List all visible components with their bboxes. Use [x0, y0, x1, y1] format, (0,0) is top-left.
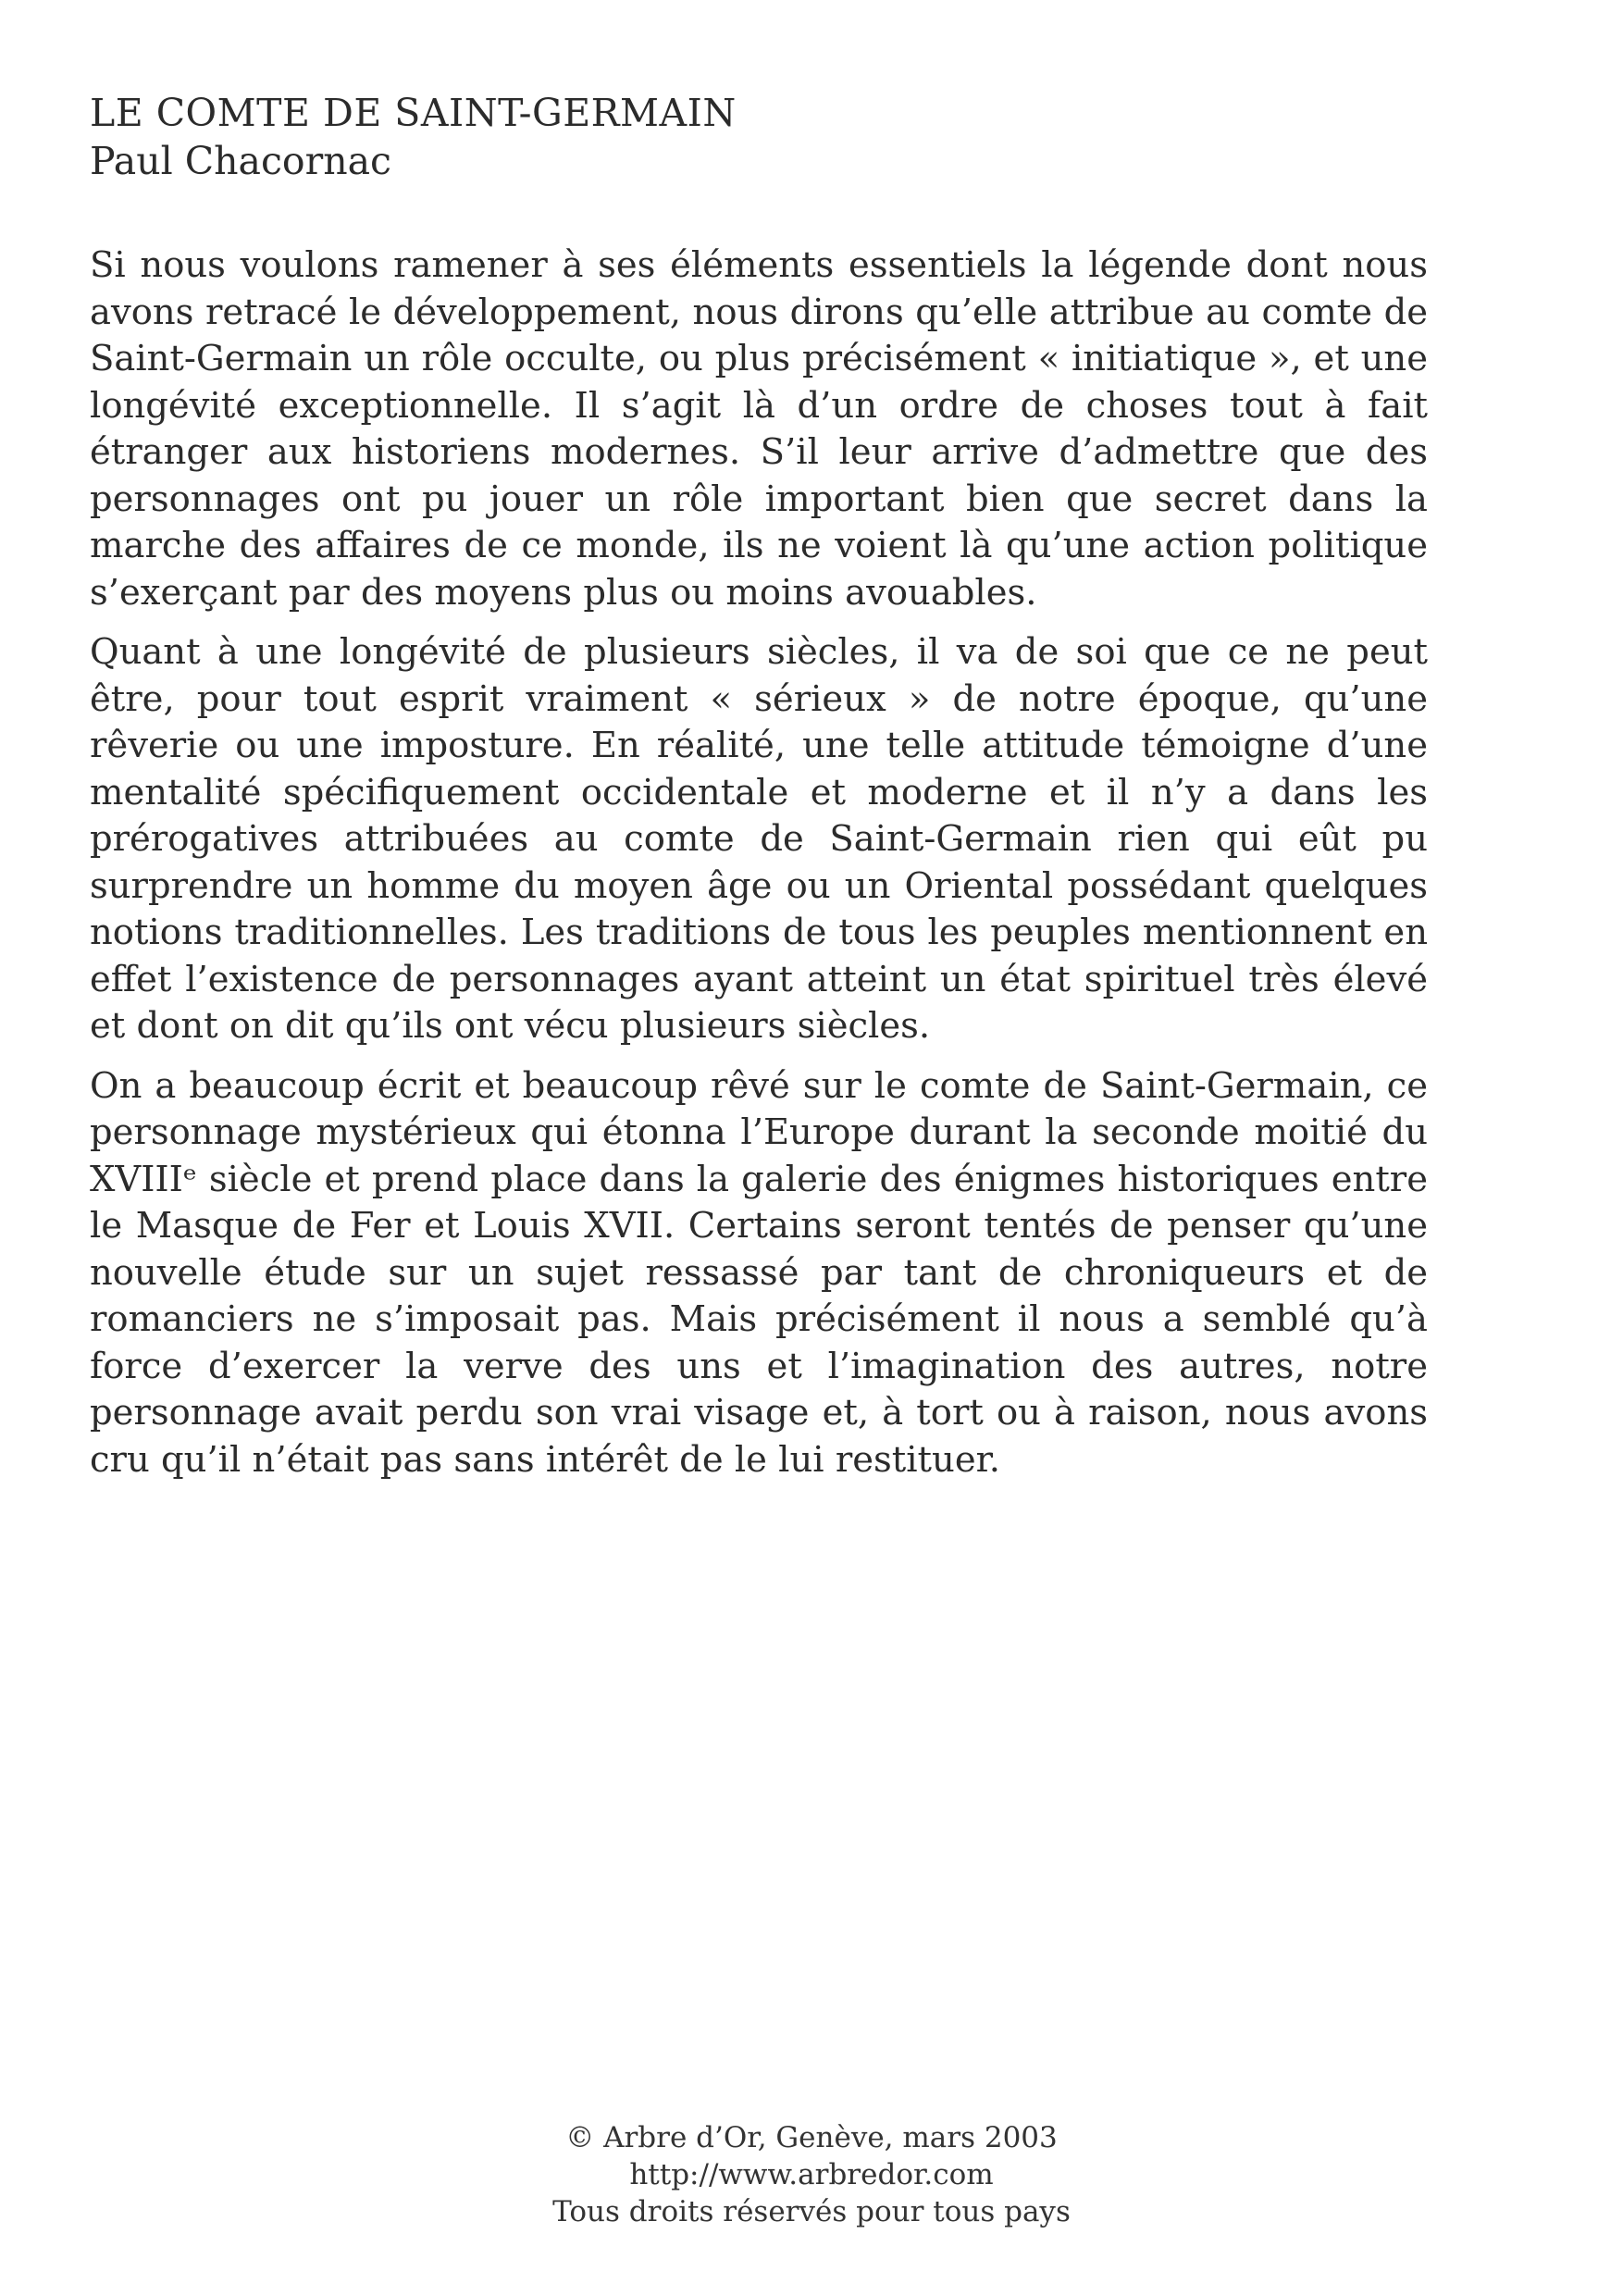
paragraph: On a beaucoup écrit et beaucoup rêvé sur le comte de Saint-Germain, ce personnage mystérieux qui étonna l’Europe durant la seconde moitié du XVIIIᵉ siècle et prend place dans la galerie des énigmes historiques entre le Masque de Fer et Louis XVII. Certains seront tentés de penser qu’une nouvelle étude sur un sujet ressassé par tant de chroniqueurs et de romanciers ne s’imposait pas. Mais précisément il nous a semblé qu’à force d’exercer la verve des uns et l’imagination des autres, notre personnage avait perdu son vrai visage et, à tort ou à raison, nous avons cru qu’il n’était pas sans intérêt de le lui restituer.	[90, 1064, 1428, 1481]
rights-line: Tous droits réservés pour tous pays	[552, 2195, 1071, 2228]
website-url: http://www.arbredor.com	[629, 2158, 994, 2191]
document-header	[90, 89, 1441, 185]
paragraph: Quant à une longévité de plusieurs siècles, il va de soi que ce ne peut être, pour tout esprit vraiment « sérieux » de notre époque, qu’une rêverie ou une imposture. En réalité, une telle attitude témoigne d’une mentalité spécifiquement occidentale et moderne et il n’y a dans les prérogatives attribuées au comte de Saint-Germain rien qui eût pu surprendre un homme du moyen âge ou un Oriental possédant quelques notions traditionnelles. Les traditions de tous les peuples mentionnent en effet l’existence de personnages ayant atteint un état spirituel très élevé et dont on dit qu’ils ont vécu plusieurs siècles.	[90, 631, 1428, 1047]
copyright-line: © Arbre d’Or, Genève, mars 2003	[565, 2121, 1058, 2154]
document-footer	[0, 2119, 1623, 2230]
paragraph: Si nous voulons ramener à ses éléments essentiels la légende dont nous avons retracé le développement, nous dirons qu’elle attribue au comte de Saint-Germain un rôle occulte, ou plus précisément « initiatique », et une longévité exceptionnelle. Il s’agit là d’un ordre de choses tout à fait étranger aux historiens modernes. S’il leur arrive d’admettre que des personnages ont pu jouer un rôle important bien que secret dans la marche des affaires de ce monde, ils ne voient là qu’une action politique s’exerçant par des moyens plus ou moins avouables.	[90, 244, 1428, 614]
document-title: LE COMTE DE SAINT-GERMAIN	[90, 91, 737, 135]
document-body	[90, 242, 1428, 1496]
document-author: Paul Chacornac	[90, 139, 392, 183]
